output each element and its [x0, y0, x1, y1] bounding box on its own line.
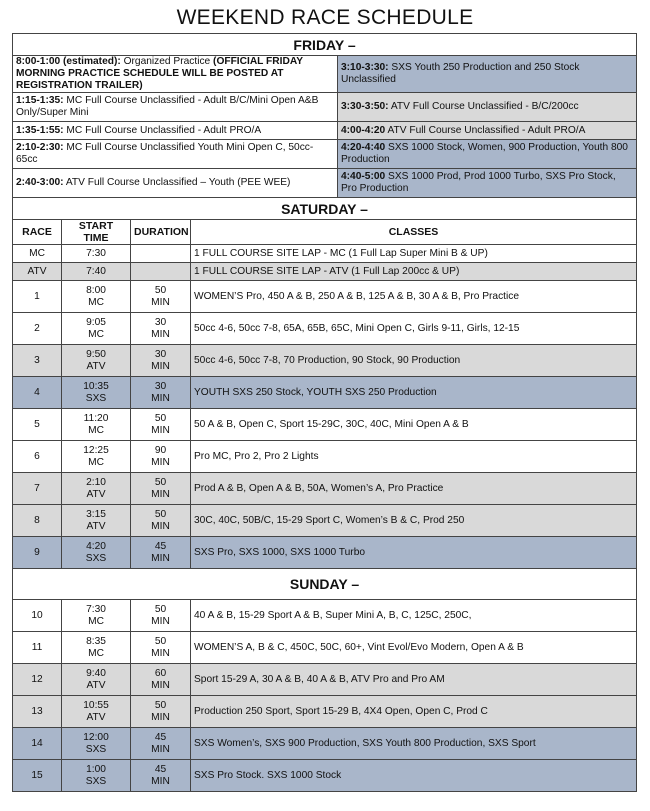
race-row [13, 728, 637, 760]
classes: SXS Pro Stock. SXS 1000 Stock [191, 760, 637, 792]
vehicle-type: MC [88, 296, 104, 308]
friday-row [13, 140, 637, 169]
vehicle-type: MC [88, 424, 104, 436]
race-number: 7 [13, 473, 62, 505]
start-time [62, 696, 131, 728]
duration-value: 50 [154, 476, 167, 488]
race-row [13, 377, 637, 409]
race-row [13, 345, 637, 377]
friday-note: (OFFICIAL FRIDAY MORNING PRACTICE SCHEDULE WILL BE POSTED AT REGISTRATION TRAILER) [16, 56, 303, 91]
duration [131, 281, 191, 313]
start-time-value: 10:35 [83, 380, 109, 392]
friday-left-cell [13, 56, 338, 93]
friday-event: Organized Practice [120, 56, 214, 67]
vehicle-type: MC [88, 328, 104, 340]
start-time-value: 9:40 [86, 667, 106, 679]
start-time [62, 760, 131, 792]
race-row [13, 409, 637, 441]
classes: Sport 15-29 A, 30 A & B, 40 A & B, ATV Pro and Pro AM [191, 664, 637, 696]
classes: 50 A & B, Open C, Sport 15-29C, 30C, 40C, Mini Open A & B [191, 409, 637, 441]
duration [131, 313, 191, 345]
duration-value: 50 [154, 412, 167, 424]
race-number: 11 [13, 632, 62, 664]
duration-unit: MIN [151, 552, 170, 564]
duration [131, 505, 191, 537]
sunday-section-row [13, 569, 637, 600]
duration [131, 537, 191, 569]
friday-right-cell [338, 169, 637, 198]
duration-unit: MIN [151, 679, 170, 691]
friday-event: SXS 1000 Prod, Prod 1000 Turbo, SXS Pro Stock, Pro Production [341, 171, 616, 194]
col-header-start-time: START TIME [62, 220, 131, 245]
duration [131, 263, 191, 281]
classes: YOUTH SXS 250 Stock, YOUTH SXS 250 Production [191, 377, 637, 409]
race-number: 6 [13, 441, 62, 473]
vehicle-type: ATV [86, 711, 106, 723]
race-number: 5 [13, 409, 62, 441]
vehicle-type: SXS [85, 743, 107, 755]
duration-value: 45 [154, 731, 167, 743]
race-row [13, 441, 637, 473]
duration-unit: MIN [151, 456, 170, 468]
duration [131, 473, 191, 505]
duration-value: 50 [154, 603, 167, 615]
duration-value: 30 [154, 380, 167, 392]
race-row [13, 263, 637, 281]
duration [131, 345, 191, 377]
race-row [13, 473, 637, 505]
classes: 50cc 4-6, 50cc 7-8, 65A, 65B, 65C, Mini Open C, Girls 9-11, Girls, 12-15 [191, 313, 637, 345]
classes: WOMEN’S Pro, 450 A & B, 250 A & B, 125 A & B, 30 A & B, Pro Practice [191, 281, 637, 313]
duration [131, 728, 191, 760]
saturday-heading: SATURDAY – [13, 198, 637, 220]
race-number: 10 [13, 600, 62, 632]
classes: 50cc 4-6, 50cc 7-8, 70 Production, 90 Stock, 90 Production [191, 345, 637, 377]
race-number: 4 [13, 377, 62, 409]
race-row [13, 537, 637, 569]
friday-event: MC Full Course Unclassified - Adult B/C/Mini Open A&B Only/Super Mini [16, 95, 319, 118]
start-time [62, 505, 131, 537]
classes: SXS Pro, SXS 1000, SXS 1000 Turbo [191, 537, 637, 569]
start-time-value: 10:55 [83, 699, 109, 711]
friday-event: MC Full Course Unclassified Youth Mini Open C, 50cc-65cc [16, 142, 314, 165]
friday-right-cell [338, 140, 637, 169]
classes: 1 FULL COURSE SITE LAP - MC (1 Full Lap Super Mini B & UP) [191, 245, 637, 263]
start-time-value: 9:50 [86, 348, 106, 360]
race-number: 9 [13, 537, 62, 569]
start-time [62, 441, 131, 473]
duration-unit: MIN [151, 296, 170, 308]
start-time: 7:40 [62, 263, 131, 281]
vehicle-type: SXS [85, 775, 107, 787]
friday-time: 3:10-3:30: [341, 62, 389, 73]
classes: Pro MC, Pro 2, Pro 2 Lights [191, 441, 637, 473]
friday-time: 1:35-1:55: [16, 124, 64, 136]
vehicle-type: SXS [85, 552, 107, 564]
friday-right-cell [338, 56, 637, 93]
duration [131, 664, 191, 696]
vehicle-type: MC [88, 615, 104, 627]
race-number: 12 [13, 664, 62, 696]
duration-unit: MIN [151, 488, 170, 500]
vehicle-type: ATV [86, 360, 106, 372]
vehicle-type: MC [88, 647, 104, 659]
race-row [13, 632, 637, 664]
duration-value: 50 [154, 635, 167, 647]
duration-unit: MIN [151, 328, 170, 340]
friday-time: 1:15-1:35: [16, 95, 64, 106]
duration-value: 90 [154, 444, 167, 456]
duration-value: 45 [154, 763, 167, 775]
duration-unit: MIN [151, 711, 170, 723]
duration-unit: MIN [151, 424, 170, 436]
col-header-race: RACE [13, 220, 62, 245]
race-row [13, 245, 637, 263]
friday-left-cell [13, 140, 338, 169]
duration-value: 30 [154, 348, 167, 360]
sunday-heading: SUNDAY – [13, 569, 637, 600]
start-time [62, 728, 131, 760]
start-time-value: 8:00 [86, 284, 106, 296]
race-number: MC [13, 245, 62, 263]
friday-left-cell [13, 169, 338, 198]
vehicle-type: MC [88, 456, 104, 468]
friday-event: ATV Full Course Unclassified - Adult PRO/A [385, 124, 586, 136]
race-row [13, 281, 637, 313]
race-row [13, 760, 637, 792]
start-time-value: 9:05 [86, 316, 106, 328]
classes: SXS Women’s, SXS 900 Production, SXS Youth 800 Production, SXS Sport [191, 728, 637, 760]
duration [131, 245, 191, 263]
start-time-value: 8:35 [86, 635, 106, 647]
duration-value: 60 [154, 667, 167, 679]
friday-event: ATV Full Course Unclassified – Youth (PEE WEE) [63, 177, 291, 188]
duration [131, 696, 191, 728]
vehicle-type: SXS [85, 392, 107, 404]
duration-unit: MIN [151, 392, 170, 404]
start-time [62, 377, 131, 409]
race-number: 8 [13, 505, 62, 537]
start-time [62, 537, 131, 569]
duration [131, 632, 191, 664]
start-time-value: 2:10 [86, 476, 106, 488]
start-time [62, 473, 131, 505]
duration-unit: MIN [151, 520, 170, 532]
duration-value: 50 [154, 508, 167, 520]
friday-time: 8:00-1:00 (estimated): [16, 56, 121, 67]
friday-time: 2:40-3:00: [16, 177, 64, 188]
start-time-value: 3:15 [86, 508, 106, 520]
start-time-value: 12:00 [83, 731, 109, 743]
duration-value: 50 [154, 284, 167, 296]
race-row [13, 600, 637, 632]
start-time-value: 11:20 [83, 412, 109, 424]
friday-time: 4:40-5:00 [341, 171, 386, 182]
friday-row [13, 122, 637, 140]
friday-event: MC Full Course Unclassified - Adult PRO/A [63, 124, 262, 136]
start-time [62, 313, 131, 345]
friday-time: 2:10-2:30: [16, 142, 64, 153]
start-time [62, 409, 131, 441]
schedule-table [12, 33, 637, 792]
saturday-section-row [13, 198, 637, 220]
vehicle-type: ATV [86, 520, 106, 532]
friday-section-row [13, 34, 637, 56]
col-header-classes: CLASSES [191, 220, 637, 245]
schedule-sheet [12, 33, 636, 792]
start-time-value: 7:30 [86, 603, 106, 615]
duration-unit: MIN [151, 615, 170, 627]
friday-right-cell [338, 122, 637, 140]
friday-row [13, 169, 637, 198]
start-time-value: 4:20 [86, 540, 106, 552]
race-row [13, 696, 637, 728]
vehicle-type: ATV [86, 679, 106, 691]
race-number: 15 [13, 760, 62, 792]
start-time-value: 1:00 [86, 763, 106, 775]
friday-event: SXS Youth 250 Production and 250 Stock Unclassified [341, 62, 580, 85]
classes: 30C, 40C, 50B/C, 15-29 Sport C, Women’s B & C, Prod 250 [191, 505, 637, 537]
friday-row [13, 93, 637, 122]
friday-row [13, 56, 637, 93]
classes: Production 250 Sport, Sport 15-29 B, 4X4 Open, Open C, Prod C [191, 696, 637, 728]
start-time [62, 632, 131, 664]
race-row [13, 664, 637, 696]
race-number: 13 [13, 696, 62, 728]
start-time [62, 345, 131, 377]
duration-value: 30 [154, 316, 167, 328]
duration [131, 409, 191, 441]
classes: Prod A & B, Open A & B, 50A, Women’s A, Pro Practice [191, 473, 637, 505]
classes: 1 FULL COURSE SITE LAP - ATV (1 Full Lap 200cc & UP) [191, 263, 637, 281]
race-number: 3 [13, 345, 62, 377]
friday-time: 4:20-4:40 [341, 142, 386, 153]
start-time [62, 600, 131, 632]
friday-time: 3:30-3:50: [341, 101, 389, 112]
race-number: ATV [13, 263, 62, 281]
duration-unit: MIN [151, 647, 170, 659]
friday-event: ATV Full Course Unclassified - B/C/200cc [388, 101, 579, 112]
start-time: 7:30 [62, 245, 131, 263]
duration-unit: MIN [151, 775, 170, 787]
start-time-value: 12:25 [83, 444, 109, 456]
race-number: 1 [13, 281, 62, 313]
duration [131, 377, 191, 409]
duration [131, 600, 191, 632]
start-time [62, 664, 131, 696]
vehicle-type: ATV [86, 488, 106, 500]
classes: WOMEN’S A, B & C, 450C, 50C, 60+, Vint Evol/Evo Modern, Open A & B [191, 632, 637, 664]
classes: 40 A & B, 15-29 Sport A & B, Super Mini A, B, C, 125C, 250C, [191, 600, 637, 632]
duration [131, 760, 191, 792]
race-row [13, 313, 637, 345]
duration-unit: MIN [151, 360, 170, 372]
friday-event: SXS 1000 Stock, Women, 900 Production, Youth 800 Production [341, 142, 628, 165]
friday-heading: FRIDAY – [13, 34, 637, 56]
start-time [62, 281, 131, 313]
friday-time: 4:00-4:20 [341, 124, 386, 136]
race-row [13, 505, 637, 537]
duration-unit: MIN [151, 743, 170, 755]
page-title: WEEKEND RACE SCHEDULE [176, 6, 474, 29]
friday-left-cell [13, 93, 338, 122]
duration-value: 50 [154, 699, 167, 711]
race-number: 2 [13, 313, 62, 345]
col-header-duration: DURATION [131, 220, 191, 245]
duration [131, 441, 191, 473]
friday-right-cell [338, 93, 637, 122]
duration-value: 45 [154, 540, 167, 552]
column-header-row [13, 220, 637, 245]
race-number: 14 [13, 728, 62, 760]
friday-left-cell [13, 122, 338, 140]
